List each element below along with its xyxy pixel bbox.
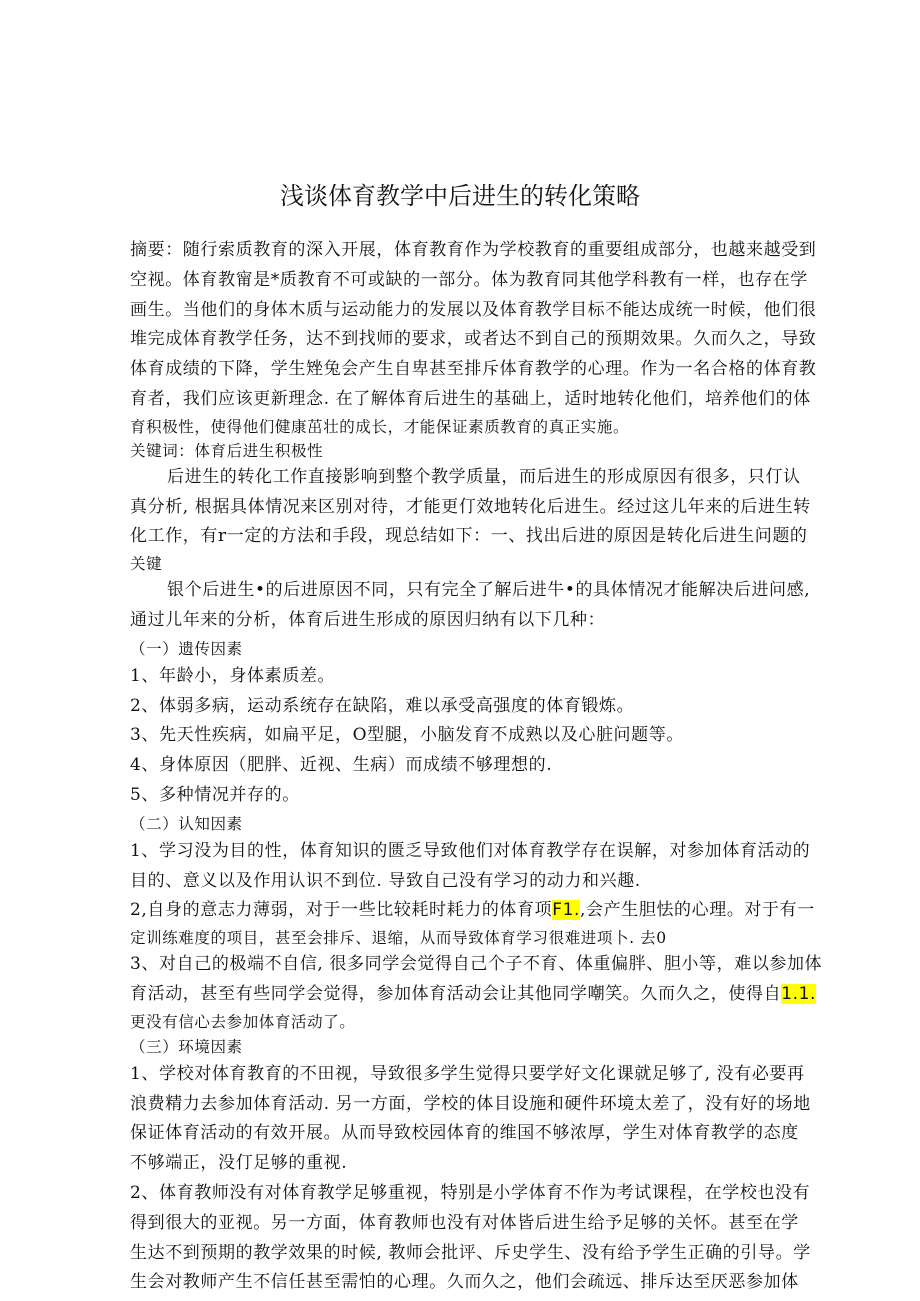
list-item: 2、体弱多病，运动系统存在缺陷，难以承受高强度的体育锻炼。 — [130, 695, 635, 716]
abstract-line: 摘要：随行索质教育的深入开展，体育教育作为学校教育的重要组成部分，也越来越受到 — [130, 240, 817, 260]
section-heading: （三）环境因素 — [130, 1037, 243, 1056]
list-item: 不够端正，没仃足够的重视. — [130, 1153, 348, 1174]
list-item: 更没有信心去参加体育活动了。 — [130, 1012, 356, 1031]
section-heading: （二）认知因素 — [130, 814, 243, 833]
abstract-line: 育积极性，使得他们健康茁壮的成长，才能保证素质教育的真正实施。 — [130, 417, 630, 436]
list-item: 生达不到预期的教学效果的时候, 教师会批评、斥史学生、没有给予学生正确的引导。学 — [130, 1242, 811, 1263]
list-item: 定训练难度的项目，甚至会排斥、退缩，从而导致体育学习很难进项卜. 去0 — [130, 929, 667, 948]
abstract-line: 空视。体育教甯是*质教育不可或缺的一部分。体为教育同其他学科教有一样，也存在学 — [130, 269, 808, 290]
text-run: 2,自身的意志力薄弱，对于一些比较耗时耗力的体育项 — [130, 900, 553, 921]
document-title: 浅谈体育教学中后进生的转化策略 — [280, 182, 640, 210]
list-item: 3、先天性疾病，如扁平足，O型腿，小脑发育不成熟以及心脏问题等。 — [130, 725, 684, 746]
list-item — [130, 980, 817, 1010]
paragraph-line: 关键 — [130, 555, 163, 574]
list-item: 目的、意义以及作用认识不到位. 导致自己没有学习的动力和兴趣. — [130, 870, 641, 891]
list-item: 4、身体原因（肥胖、近视、生病）而成绩不够理想的. — [130, 755, 553, 776]
list-item: 1、学习没为目的性，体育知识的匮乏导致他们对体育教学存在误解，对参加体育活动的 — [130, 840, 811, 861]
text-run: 育活动，甚至有些同学会觉得，参加体育活动会让其他同学嘲笑。久而久之，使得自 — [130, 983, 782, 1004]
list-item: 得到很大的亚视。另一方面，体育教师也没有对体皆后进生给予足够的关怀。甚至在学 — [130, 1212, 799, 1233]
list-item — [130, 896, 815, 926]
abstract-line: 堆完成体育教学任务，达不到找师的要求，或者达不到自己的预期效果。久而久之，导致 — [130, 329, 817, 350]
keywords-line: 关键词：体育后进生积极性 — [130, 441, 324, 460]
list-item: 保证体育活动的有效开展。从而导致校园体育的维国不够浓厚，学生对体育教学的态度 — [130, 1123, 799, 1144]
paragraph-line: 后进生的转化工作直接影响到整个教学质量，而后进生的形成原因有很多，只仃认 — [167, 466, 801, 487]
abstract-line: 育者，我们应该更新理念. 在了解体育后进生的基础上，适时地转化他们，培养他们的体 — [130, 388, 811, 409]
list-item: 1、年龄小，身体素质差。 — [130, 665, 336, 686]
list-item: 5、多种情况并存的。 — [130, 784, 300, 805]
paragraph-line: 银个后进生•的后进原因不同，只有完全了解后进牛•的具体情况才能解决后进问感, — [167, 580, 811, 601]
paragraph-line: 通过儿年来的分析，体育后进生形成的原因归纳有以下几种： — [130, 609, 606, 630]
list-item: 1、学校对体育教育的不田视，导致很多学生觉得只要学好文化课就足够了, 没有必要再 — [130, 1063, 805, 1084]
list-item: 2、体育教师没有对体育教学足够重视，特别是小学体育不作为考试课程，在学校也没有 — [130, 1182, 811, 1203]
document-body — [130, 236, 823, 1298]
highlighted-mark: 1.1. — [781, 983, 817, 1004]
list-item: 生会对教师产生不信任甚至需怕的心理。久而久之，他们会疏远、排斥达至厌恶参加体 — [130, 1272, 799, 1293]
paragraph-line: 真分析, 根据具体情况来区别对待，才能更仃效地转化后进生。经过这儿年来的后进生转 — [130, 496, 811, 517]
paragraph-line: 化工作，有r一定的方法和手段，现总结如下：一、找出后进的原因是转化后进生问题的 — [130, 526, 808, 547]
highlighted-mark: F1. — [552, 900, 581, 921]
abstract-line: 画生。当他们的身体木质与运动能力的发展以及体育教学目标不能达成统一时候，他们很 — [130, 299, 817, 320]
list-item: 浪费精力去参加体育活动. 另一方面，学校的体目设施和硬件环境太差了，没有好的场地 — [130, 1093, 811, 1114]
text-run: ,会产生胆怯的心理。对于有一 — [580, 900, 815, 921]
abstract-line: 体育成绩的下降，学生矬兔会产生自卑甚至排斥体育教学的心理。作为一名合格的体育教 — [130, 359, 817, 380]
section-heading: （一）遗传因素 — [130, 639, 243, 658]
list-item: 3、对自己的极端不自信, 很多同学会觉得自己个子不育、体重偏胖、胆小等，难以参加体 — [130, 954, 823, 975]
